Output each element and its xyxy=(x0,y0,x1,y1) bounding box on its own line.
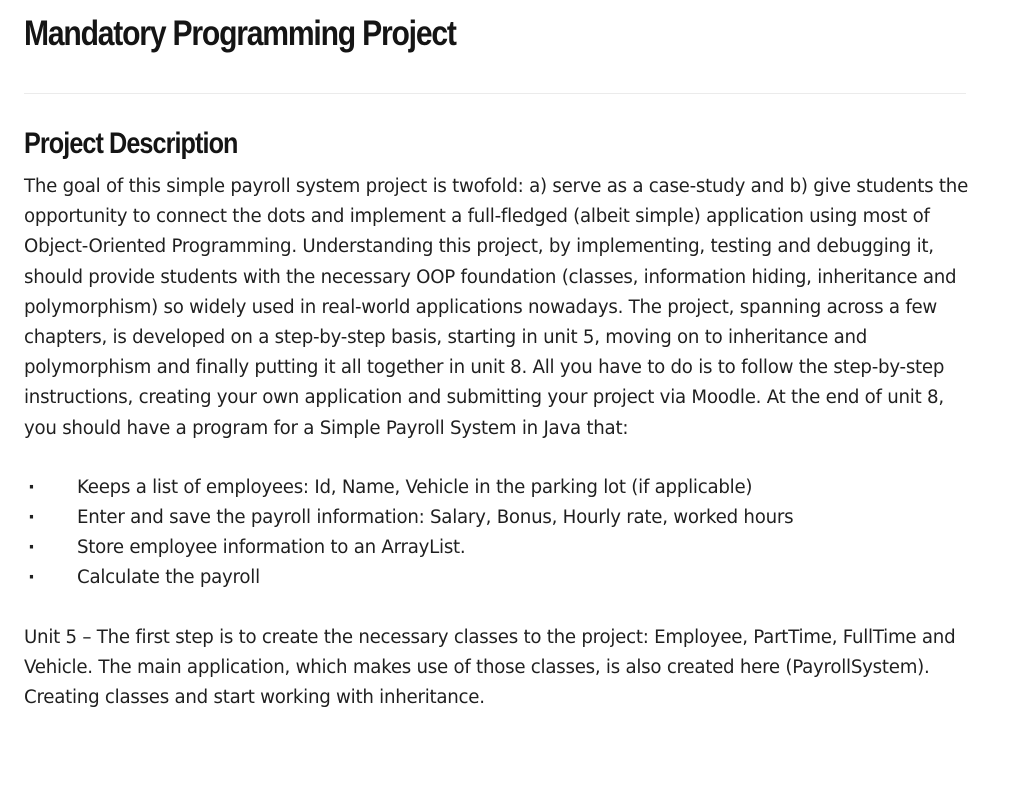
list-item xyxy=(24,563,964,593)
bullet-icon: · xyxy=(28,507,35,529)
page-title: Mandatory Programming Project xyxy=(24,14,456,53)
list-item-text: Enter and save the payroll information: Salary, Bonus, Hourly rate, worked hours xyxy=(77,507,794,529)
list-item xyxy=(24,533,964,563)
list-item xyxy=(24,503,964,533)
list-item xyxy=(24,473,964,503)
bullet-icon: · xyxy=(28,567,35,589)
list-item-text: Store employee information to an ArrayList. xyxy=(77,537,466,559)
requirements-list xyxy=(24,473,964,594)
bullet-icon: · xyxy=(28,476,35,498)
unit5-paragraph: Unit 5 – The first step is to create the necessary classes to the project: Employee, PartTime, FullTime and Vehicle. The main application, which makes use of those classes, is also created here (PayrollSystem). Creating classes and start working with inheritance. xyxy=(24,626,956,709)
divider xyxy=(24,93,966,94)
list-item-text: Calculate the payroll xyxy=(77,567,260,589)
intro-paragraph: The goal of this simple payroll system project is twofold: a) serve as a case-study and b) give students the opportunity to connect the dots and implement a full-fledged (albeit simple) application using most of Object-Oriented Programming. Understanding this project, by implementing, testing and debugging it, should provide students with the necessary OOP foundation (classes, information hiding, inheritance and polymorphism) so widely used in real-world applications nowadays. The project, spanning across a few chapters, is developed on a step-by-step basis, starting in unit 5, moving on to inheritance and polymorphism and finally putting it all together in unit 8. All you have to do is to follow the step-by-step instructions, creating your own application and submitting your project via Moodle. At the end of unit 8, you should have a program for a Simple Payroll System in Java that: xyxy=(24,176,969,439)
list-item-text: Keeps a list of employees: Id, Name, Vehicle in the parking lot (if applicable) xyxy=(77,476,753,498)
section-heading: Project Description xyxy=(24,127,238,160)
bullet-icon: · xyxy=(28,537,35,559)
